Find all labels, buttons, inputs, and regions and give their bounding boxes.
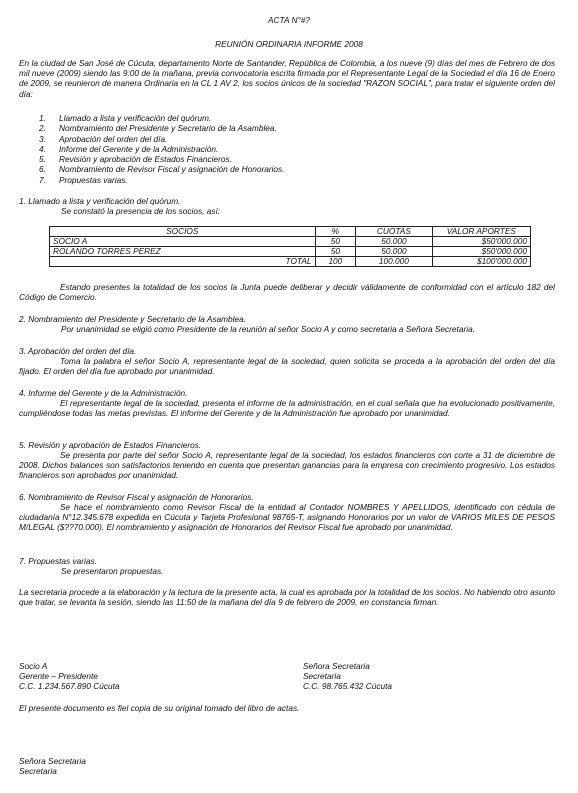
table-total-row: TOTAL 100 100.000 $100'000.000 — [50, 257, 531, 267]
signature-right-role: Secretaria — [303, 671, 341, 682]
section3-body: Toma la palabra el señor Socio A, representante legal de la sociedad, quien solicita se proceda a la aprobación del orden del día fijado. El orden del día fue aprobado por unanimidad. — [19, 356, 555, 377]
section1-heading: 1. Llamado a lista y verificación del quórum. — [19, 196, 181, 206]
signature-right — [303, 661, 392, 692]
list-item: 5. Revisión y aprobación de Estados Financieros. — [39, 154, 232, 165]
signature-right-name: Señora Secretaria — [303, 661, 370, 671]
header-socios: SOCIOS — [50, 227, 316, 237]
section2-heading: 2. Nombramiento del Presidente y Secretario de la Asamblea. — [19, 314, 247, 324]
header-cuotas: CUOTAS — [356, 227, 432, 237]
signature-left — [19, 661, 120, 692]
socios-table — [49, 226, 531, 267]
table-row: ROLANDO TORRES PEREZ 50 50.000 $50'000.000 — [50, 247, 531, 257]
agenda-list — [39, 113, 285, 185]
section7-body: Se presentaron propuestas. — [61, 566, 164, 576]
signature-right-id: C.C. 98.765.432 Cúcuta — [303, 681, 393, 692]
section6-heading: 6. Nombramiento de Revisor Fiscal y asignación de Honorarios. — [19, 492, 254, 502]
section4-heading: 4. Informe del Gerente y de la Administración. — [19, 388, 188, 398]
table-row: SOCIO A 50 50.000 $50'000.000 — [50, 237, 531, 247]
signature-left-id: C.C. 1.234.567.890 Cúcuta — [19, 681, 120, 692]
section1-sub: Se constató la presencia de los socios, así: — [61, 206, 221, 216]
list-item: 2. Nombramiento del Presidente y Secretario de la Asamblea. — [39, 123, 277, 134]
header-valor: VALOR APORTES — [432, 227, 530, 237]
intro-paragraph: En la ciudad de San José de Cúcuta, departamento Norte de Santander, República de Colombia, a los nueve (9) días del mes de Febrero de dos mil nueve (2009) siendo las 9:00 de la mañana, previa convocatoria escrita firmada por el Representante Legal de la Sociedad el día 16 de Enero de 2009, se reunieron de manera Ordinaria en la CL 1 AV 2, los socios únicos de la sociedad "RAZON SOCIAL", para tratar el siguiente orden del día: — [19, 58, 555, 99]
acta-title: ACTA N°#? — [267, 15, 311, 25]
section3-heading: 3. Aprobación del orden del día. — [19, 346, 137, 356]
list-item: 3. Aprobación del orden del día. — [39, 133, 168, 144]
closing-paragraph: La secretaria procede a la elaboración y la lectura de la presente acta, la cual es aprobada por la totalidad de los socios. No habiendo otro asunto que tratar, se levanta la sesión, siendo las 11:50 de la mañana del día 9 de febrero de 2009, en constancia firman. — [19, 587, 555, 608]
section1-after: Estando presentes la totalidad de los socios la Junta puede deliberar y decidir válidamente de conformidad con el artículo 182 del Código de Comercio. — [19, 282, 555, 303]
header-pct: % — [315, 227, 356, 237]
section5-heading: 5. Revisión y aprobación de Estados Financieros. — [19, 440, 202, 450]
copy-note: El presente documento es fiel copia de su original tomado del libro de actas. — [19, 703, 300, 713]
section5-body: Se presenta por parte del señor Socio A, representante legal de la sociedad, los estados financieros con corte a 31 de diciembre de 2008. Dichos balances son satisfactorios teniendo en cuenta que presentan ganancias para la empresa con crecimiento progresivo. Los estados financieros son aprobados por unanimidad. — [19, 450, 555, 481]
final-signature-role: Secretaria — [19, 766, 57, 777]
list-item: 6. Nombramiento de Revisor Fiscal y asignación de Honorarios. — [39, 164, 285, 175]
list-item: 4. Informe del Gerente y de la Administración. — [39, 143, 219, 154]
section2-body: Por unanimidad se eligió como Presidente de la reunión al señor Socio A y como secretaria a Señora Secretaria. — [61, 324, 475, 334]
table-header-row — [50, 227, 531, 237]
section7-heading: 7. Propuestas varias. — [19, 556, 97, 566]
list-item: 1. Llamado a lista y verificación del quórum. — [39, 113, 212, 123]
signature-left-name: Socio A — [19, 661, 48, 671]
final-signature-name: Señora Secretaria — [19, 756, 86, 766]
signature-left-role: Gerente – Presidente — [19, 671, 98, 682]
final-signature — [19, 756, 86, 776]
section4-body: El representante legal de la sociedad, presenta el informe de la administración, en el cual señala que ha evolucionado positivamente, cumpliéndose todas las metas previstas. El informe del Gerente y de la Administración fue aprobado por unanimidad. — [19, 398, 555, 419]
meeting-title: REUNIÓN ORDINARIA INFORME 2008 — [215, 39, 363, 49]
section6-body: Se hace el nombramiento como Revisor Fiscal de la entidad al Contador NOMBRES Y APELLIDOS, identificado con cédula de ciudadanía N°12.345.678 expedida en Cúcuta y Tarjeta Profesional 98765-T, asignando Honorarios por un valor de VARIOS MILES DE PESOS M/LEGAL ($??70.000). El nombramiento y asignación de Honorarios del Revisor Fiscal fue aprobado por unanimidad. — [19, 502, 555, 533]
list-item: 7. Propuestas varias. — [39, 174, 128, 185]
